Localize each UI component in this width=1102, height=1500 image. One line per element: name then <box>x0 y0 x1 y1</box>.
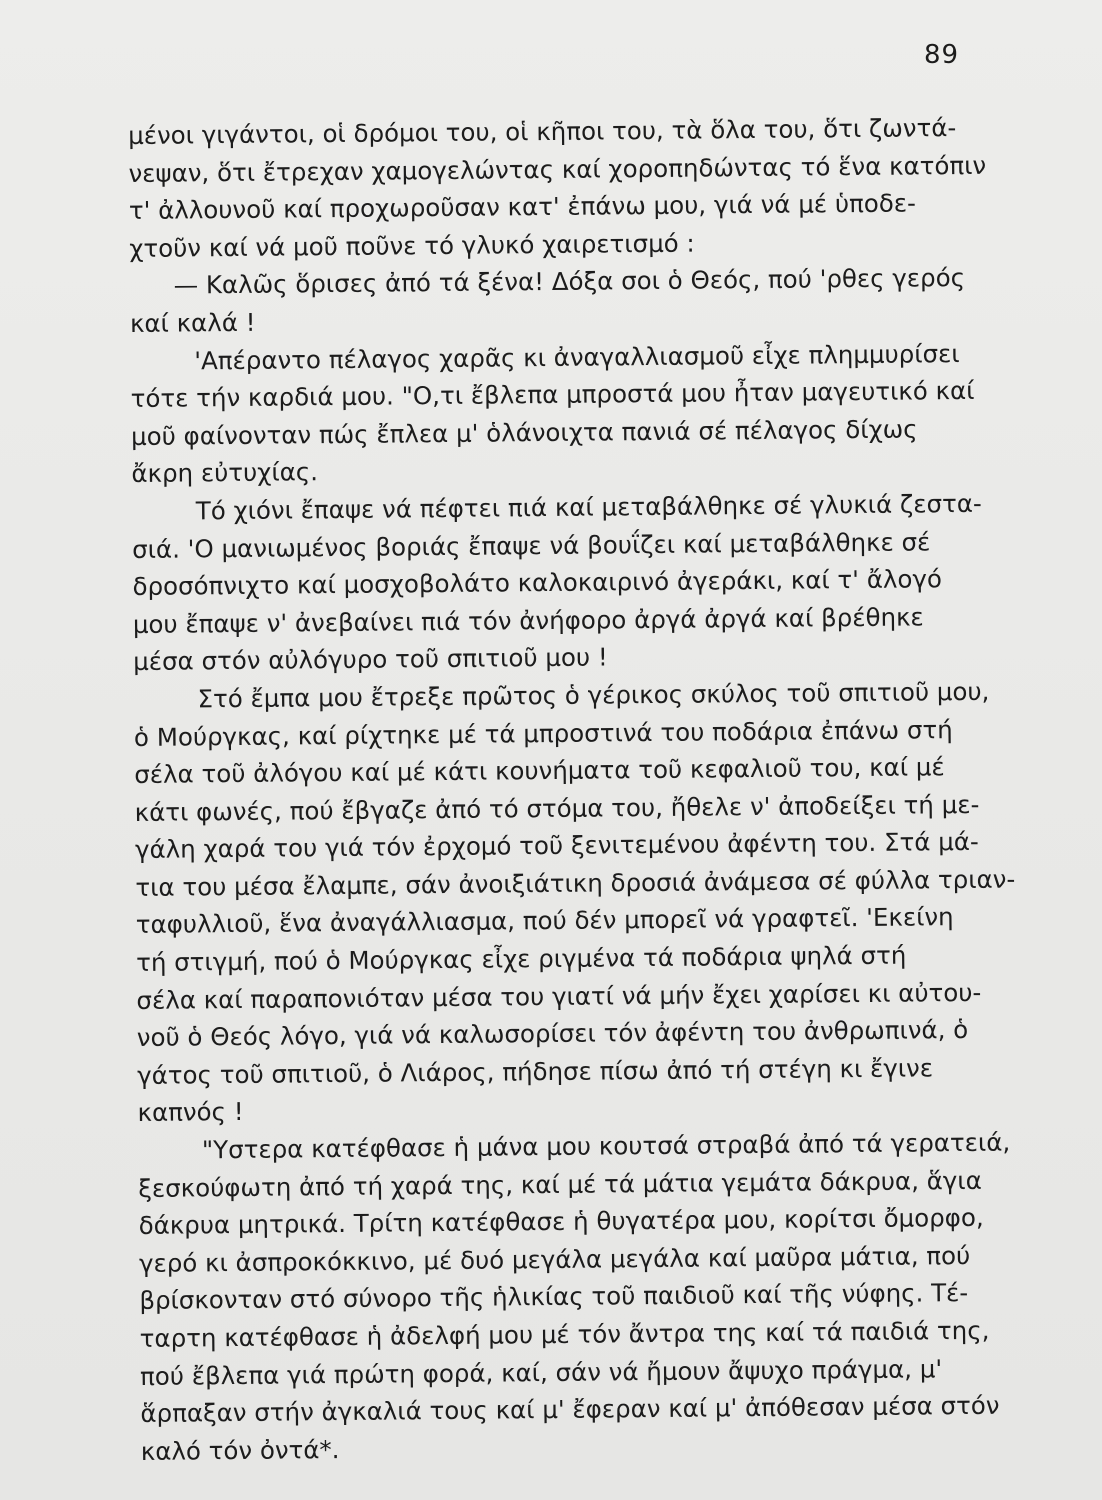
text-line: ταρτη κατέφθασε ἡ ἀδελφή μου μέ τόν ἄντρα της καί τά παιδιά της, <box>139 1315 990 1353</box>
text-line: τή στιγμή, πού ὁ Μούργκας εἶχε ριγμένα τά ποδάρια ψηλά στή <box>135 940 907 978</box>
text-line: σέλα καί παραπονιόταν μέσα του γιατί νά μήν ἔχει χαρίσει κι αὐτου- <box>136 977 982 1015</box>
text-line: δροσόπνιχτο καί μοσχοβολάτο καλοκαιρινό ἀγεράκι, καί τ' ἄλογό <box>132 564 943 602</box>
text-line: τότε τήν καρδιά μου. "Ο,τι ἔβλεπα μπροστά μου ἦταν μαγευτικό καί <box>130 376 975 414</box>
paragraph-start: Στό ἔμπα μου ἔτρεξε πρῶτος ὁ γέρικος σκύλος τοῦ σπιτιοῦ μου, <box>197 676 990 714</box>
text-line: γερό κι ἀσπροκόκκινο, μέ δυό μεγάλα μεγάλα καί μαῦρα μάτια, πού <box>138 1240 971 1278</box>
text-line: μοῦ φαίνονταν πώς ἔπλεα μ' ὁλάνοιχτα πανιά σέ πέλαγος δίχως <box>130 414 918 451</box>
body-text <box>128 109 1016 1471</box>
page-number: 89 <box>924 40 960 70</box>
text-line: τια του μέσα ἔλαμπε, σάν ἀνοιξιάτικη δροσιά ἀνάμεσα σέ φύλλα τριαν- <box>135 864 1016 902</box>
text-line: πού ἔβλεπα γιά πρώτη φορά, καί, σάν νά ἤμουν ἄψυχο πράγμα, μ' <box>139 1353 943 1391</box>
text-line: καλό τόν ὀντά*. <box>140 1434 340 1466</box>
text-line: σιά. 'Ο μανιωμένος βοριάς ἔπαψε νά βουΐζει καί μεταβάλθηκε σέ <box>132 526 931 564</box>
text-line: ἄκρη εὐτυχίας. <box>131 457 319 489</box>
text-line: μένοι γιγάντοι, οἱ δρόμοι του, οἱ κῆποι του, τὰ ὅλα του, ὅτι ζωντά- <box>128 113 957 150</box>
text-line: νεψαν, ὅτι ἔτρεχαν χαμογελώντας καί χοροπηδώντας τό ἕνα κατόπιν <box>128 150 987 188</box>
paragraph-start: Τό χιόνι ἔπαψε νά πέφτει πιά καί μεταβάλθηκε σέ γλυκιά ζεστα- <box>195 488 982 526</box>
text-line: νοῦ ὁ Θεός λόγο, γιά νά καλωσορίσει τόν ἀφέντη του ἀνθρωπινά, ὁ <box>136 1015 969 1053</box>
text-line: ξεσκούφωτη ἀπό τή χαρά της, καί μέ τά μάτια γεμάτα δάκρυα, ἅγια <box>138 1165 982 1203</box>
text-line: ἅρπαξαν στήν ἀγκαλιά τους καί μ' ἔφεραν καί μ' ἀπόθεσαν μέσα στόν <box>140 1390 1000 1429</box>
text-line: κάτι φωνές, πού ἔβγαζε ἀπό τό στόμα του, ἤθελε ν' ἀποδείξει τή με- <box>134 789 980 827</box>
text-line: δάκρυα μητρικά. Τρίτη κατέφθασε ἡ θυγατέρα μου, κορίτσι ὄμορφο, <box>138 1203 984 1241</box>
text-line: γάλη χαρά του γιά τόν ἐρχομό τοῦ ξενιτεμένου ἀφέντη του. Στά μά- <box>134 827 979 865</box>
text-line: μέσα στόν αὐλόγυρο τοῦ σπιτιοῦ μου ! <box>133 642 608 677</box>
dialogue-line: — Καλῶς ὅρισες ἀπό τά ξένα! Δόξα σοι ὁ Θεός, πού 'ρθες γερός <box>173 263 966 300</box>
paragraph-start: 'Απέραντο πέλαγος χαρᾶς κι ἀναγαλλιασμοῦ εἶχε πλημμυρίσει <box>194 338 960 375</box>
text-line: βρίσκονταν στό σύνορο τῆς ἡλικίας τοῦ παιδιοῦ καί τῆς νύφης. Τέ- <box>139 1278 969 1316</box>
text-line: γάτος τοῦ σπιτιοῦ, ὁ Λιάρος, πήδησε πίσω ἀπό τή στέγη κι ἔγινε <box>137 1053 934 1090</box>
paragraph-start: "Υστερα κατέφθασε ἡ μάνα μου κουτσά στραβά ἀπό τά γερατειά, <box>201 1127 1011 1165</box>
text-line: καί καλά ! <box>129 307 256 338</box>
text-line: σέλα τοῦ ἀλόγου καί μέ κάτι κουνήματα τοῦ κεφαλιοῦ του, καί μέ <box>134 752 945 790</box>
text-line: χτοῦν καί νά μοῦ ποῦνε τό γλυκό χαιρετισμό : <box>129 228 695 263</box>
text-line: ταφυλλιοῦ, ἕνα ἀναγάλλιασμα, πού δέν μπορεῖ νά γραφτεῖ. 'Εκείνη <box>135 902 954 940</box>
text-line: μου ἔπαψε ν' ἀνεβαίνει πιά τόν ἀνήφορο ἀργά ἀργά καί βρέθηκε <box>132 602 924 639</box>
text-line: καπνός ! <box>137 1097 244 1128</box>
text-line: τ' ἀλλουνοῦ καί προχωροῦσαν κατ' ἐπάνω μου, γιά νά μέ ὑποδε- <box>128 188 917 226</box>
text-line: ὁ Μούργκας, καί ρίχτηκε μέ τά μπροστινά του ποδάρια ἐπάνω στή <box>133 714 953 752</box>
